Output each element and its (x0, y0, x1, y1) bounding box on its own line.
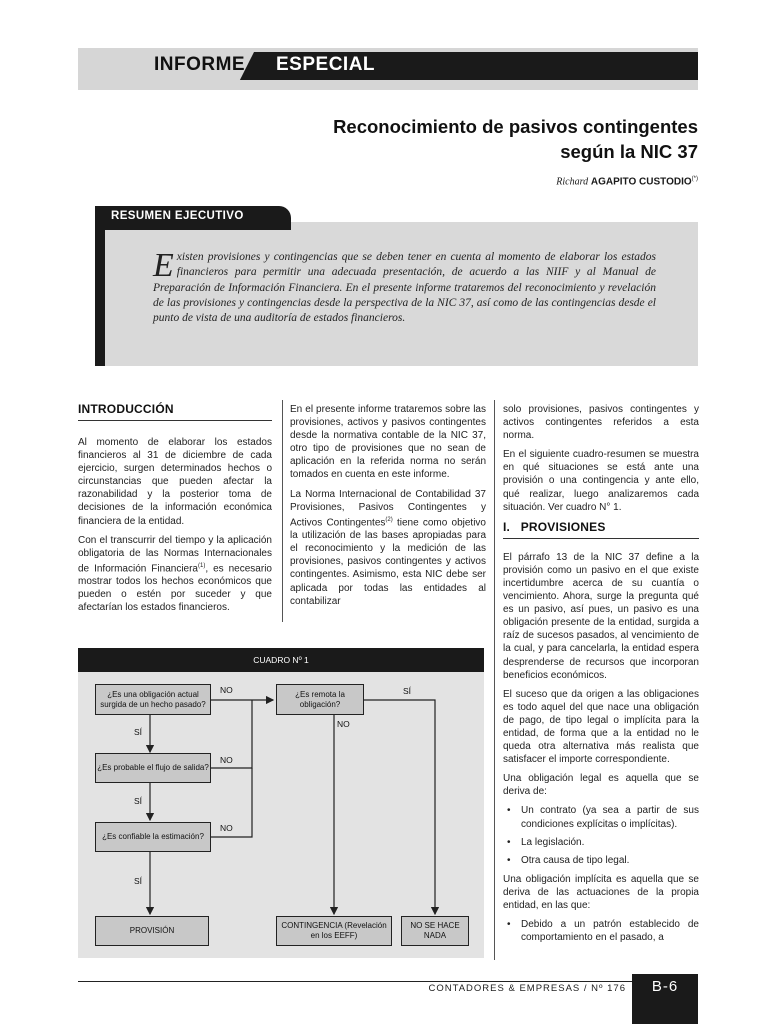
label-yes: SÍ (134, 727, 143, 737)
author-byline (556, 176, 698, 187)
article-title-line2: según la NIC 37 (560, 141, 698, 162)
label-yes: SÍ (134, 876, 143, 886)
intro-p2-text-a: Con el transcurrir del tiempo y la aplicación obligatoria de las Normas Internacionales de Información Financiera (78, 534, 272, 575)
col3-paragraph-4: El suceso que da origen a las obligaciones es todo aquel del que nace una obligación de pago, de tipo legal o implícita para la entidad, de forma que a la entidad no le queda otra alternativa más realista que satisfacer el importe correspondiente. (503, 688, 699, 766)
result-box-contingency: CONTINGENCIA (Revelación en los EEFF) (276, 916, 392, 946)
footnote-mark-1: (1) (198, 562, 206, 569)
col3-paragraph-5: Una obligación legal es aquella que se deriva de: (503, 773, 699, 798)
list-item: • Debido a un patrón establecido de comportamiento en el pasado, a (503, 918, 699, 944)
column-rule-1 (282, 400, 283, 622)
label-no: NO (220, 685, 233, 695)
col2-paragraph-1: En el presente informe trataremos sobre las provisiones, activos y pasivos contingentes desde la normativa contable de la NIC 37, otro tipo de provisiones que no sean de aplicación en la referida norma no serán tomados en cuenta en este informe. (290, 404, 486, 481)
label-no: NO (220, 755, 233, 765)
question-box-remote-obligation: ¿Es remota la obligación? (276, 684, 364, 715)
summary-side-bar (95, 208, 105, 366)
label-no: NO (337, 719, 350, 729)
summary-label: RESUMEN EJECUTIVO (111, 210, 244, 222)
question-box-probable-outflow: ¿Es probable el flujo de salida? (95, 753, 211, 783)
list-item: • Un contrato (ya sea a partir de sus condiciones explícitas o implícitas). (503, 804, 699, 830)
col2-p2-text-b: tiene como objetivo la utilización de las bases apropiadas para el reconocimiento y la medición de las provisiones, pasivos contingentes y activos contingentes. Asimismo, esta NIC debe ser aplicada por todas las entidades al contabilizar (290, 517, 486, 607)
flowchart (78, 648, 484, 958)
author-footnote-mark: (*) (691, 176, 698, 182)
intro-heading: INTRODUCCIÓN (78, 402, 272, 421)
question-box-reliable-estimate: ¿Es confiable la estimación? (95, 822, 211, 852)
col2-p2-text-a: La Norma Internacional de Contabilidad 37 Provisiones, Pasivos Contingentes y Activos Contingentes (290, 488, 486, 529)
author-family-name: AGAPITO CUSTODIO (590, 176, 692, 188)
question-box-current-obligation: ¿Es una obligación actual surgida de un hecho pasado? (95, 684, 211, 715)
author-given-name: Richard (556, 176, 589, 188)
summary-body: xisten provisiones y contingencias que se deben tener en cuenta al momento de elaborar los estados financieros para permitir una adecuada presentación, de acuerdo a las NIIF y al Manual de Preparación de Información Financiera. En el presente informe trataremos del reconocimiento y revelación de las provisiones y contingencias desde la perspectiva de la NIC 37, así como de las contingencias desde el punto de vista de una auditoría de estados financieros. (153, 251, 656, 325)
section-label-especial: ESPECIAL (276, 54, 376, 75)
article-title-line1: Reconocimiento de pasivos contingentes (333, 116, 698, 137)
intro-paragraph-2 (78, 534, 272, 615)
list-item: • La legislación. (503, 836, 699, 849)
article-title (218, 114, 698, 164)
label-yes: SÍ (403, 686, 412, 696)
footer-rule (78, 981, 698, 982)
section-label-informe: INFORME (154, 54, 246, 75)
summary-text (153, 247, 656, 326)
column-2 (290, 403, 486, 614)
flowchart-title: CUADRO Nº 1 (78, 648, 484, 672)
column-rule-2 (494, 400, 495, 960)
legal-obligation-list (503, 804, 699, 866)
footer-magazine: CONTADORES & EMPRESAS / Nº 176 (428, 983, 626, 994)
footnote-mark-2: (2) (385, 516, 393, 523)
col2-paragraph-2 (290, 488, 486, 608)
col3-paragraph-6: Una obligación implícita es aquella que se deriva de las actuaciones de la propia entidad, en las que: (503, 873, 699, 911)
implicit-obligation-list (503, 918, 699, 944)
intro-p2-text-b: , es necesario mostrar todos los hechos económicos que pueden o estén por suceder y que afectarían los estados financieros. (78, 563, 272, 614)
result-box-provision: PROVISIÓN (95, 916, 209, 946)
column-1 (78, 402, 272, 621)
heading-text: PROVISIONES (520, 519, 606, 534)
column-3 (503, 403, 699, 950)
result-box-do-nothing: NO SE HACE NADA (401, 916, 469, 946)
summary-dropcap: E (153, 247, 174, 284)
label-yes: SÍ (134, 796, 143, 806)
label-no: NO (220, 823, 233, 833)
col3-paragraph-2: En el siguiente cuadro-resumen se muestra en qué situaciones se está ante una provisión o una contingencia y ante ello, qué realizar, luego analizaremos cada situación. Ver cuadro N° 1. (503, 449, 699, 513)
col3-paragraph-1: solo provisiones, pasivos contingentes y activos contingentes referidos a esta norma. (503, 404, 699, 442)
intro-paragraph-1: Al momento de elaborar los estados financieros al 31 de diciembre de cada ejercicio, surgen determinados hechos o circunstancias que pueden afectar la razonabilidad y la posterior toma de decisiones de la información económica financiera de la entidad. (78, 437, 272, 527)
col3-paragraph-3: El párrafo 13 de la NIC 37 define a la provisión como un pasivo en el que existe incertidumbre acerca de su cuantía o vencimiento. Ahora, surge la pregunta qué es un pasivo, así pues, un pasivo es una obligación presente de la entidad, surgida a raíz de sucesos pasados, al vencimiento de la cual, y para cancelarla, la entidad espera desprenderse de recursos que incorporan beneficios económicos. (503, 551, 699, 681)
provisiones-heading (503, 520, 699, 539)
heading-number: I. (503, 519, 511, 534)
list-item: • Otra causa de tipo legal. (503, 854, 699, 867)
page-number: B-6 (632, 974, 698, 1024)
